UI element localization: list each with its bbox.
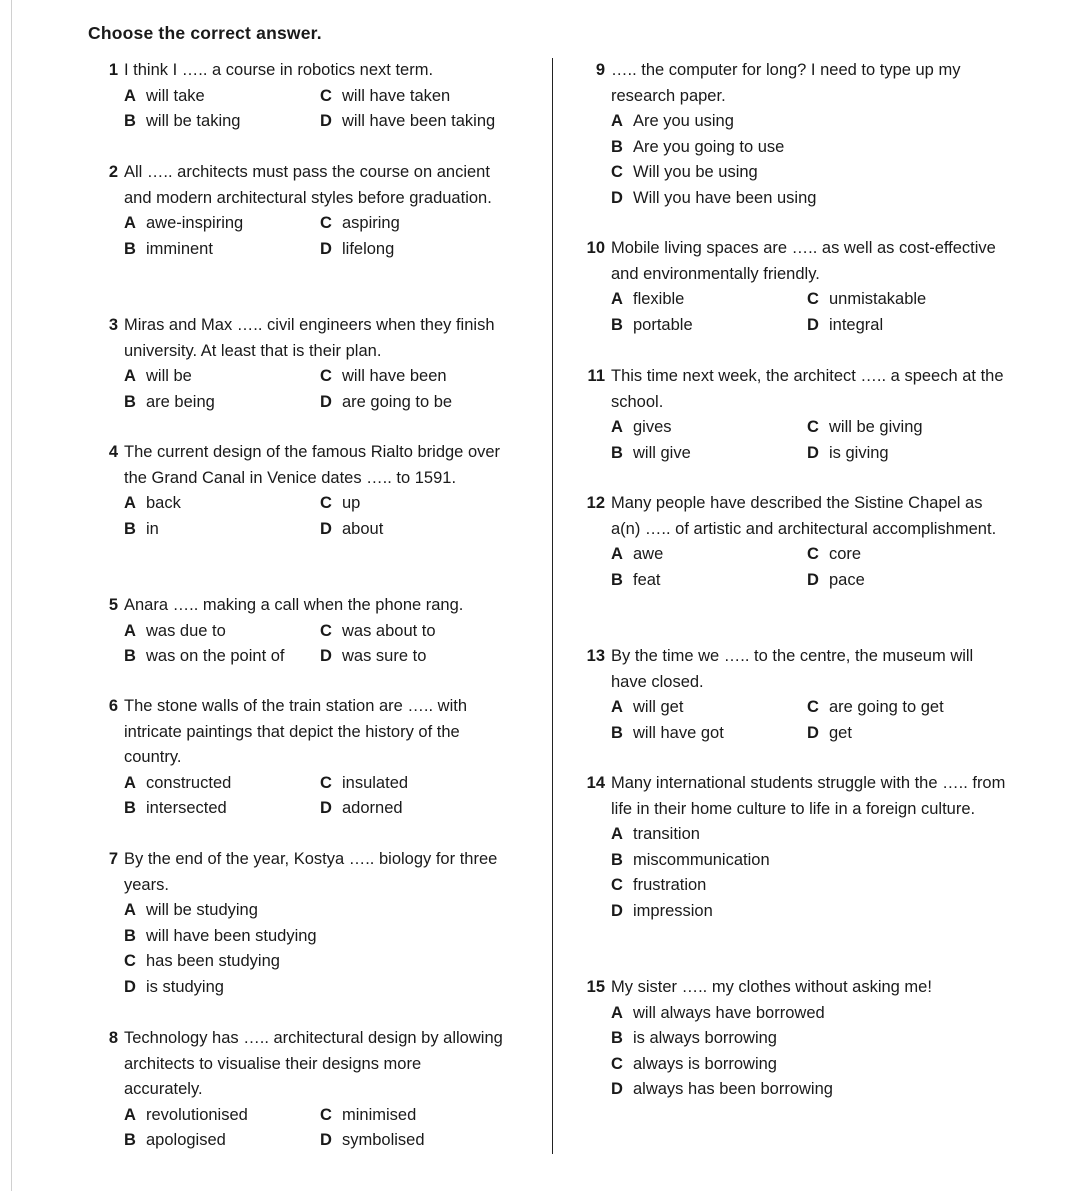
option-text: aspiring	[342, 214, 400, 233]
question-number: 10	[586, 239, 605, 257]
question-stem: The current design of the famous Rialto bridge over the Grand Canal in Venice dates ….. to 1591.	[124, 443, 501, 487]
answer-option-b[interactable]	[611, 1026, 911, 1052]
option-letter: C	[320, 494, 332, 513]
answer-option-a[interactable]	[611, 415, 807, 441]
question-10	[583, 236, 1006, 338]
option-text: are being	[146, 392, 215, 411]
answer-option-a[interactable]	[124, 619, 320, 645]
option-text: symbolised	[342, 1131, 425, 1150]
answer-option-c[interactable]	[320, 1103, 516, 1129]
answer-option-b[interactable]	[611, 441, 807, 467]
question-stem: The stone walls of the train station are ….. with intricate paintings that depict the history of the country.	[124, 697, 467, 767]
option-letter: A	[124, 1105, 136, 1124]
option-text: unmistakable	[829, 290, 927, 309]
option-letter: A	[124, 367, 136, 386]
option-text: is studying	[146, 977, 224, 996]
option-letter: A	[124, 901, 136, 920]
option-text: minimised	[342, 1105, 417, 1124]
option-text: will have been taking	[342, 112, 496, 131]
option-letter: D	[320, 647, 332, 666]
question-stem: By the time we ….. to the centre, the museum will have closed.	[611, 647, 974, 691]
answer-option-b[interactable]	[611, 568, 807, 594]
question-14	[583, 771, 1006, 925]
answer-option-b[interactable]	[611, 848, 911, 874]
option-text: will be taking	[146, 112, 241, 131]
page-title: Choose the correct answer.	[88, 23, 322, 43]
option-text: insulated	[342, 773, 409, 792]
question-8	[96, 1026, 516, 1154]
answer-option-b[interactable]	[124, 237, 320, 263]
answer-option-c[interactable]	[320, 491, 516, 517]
answer-option-c[interactable]	[320, 619, 516, 645]
answer-option-c[interactable]	[807, 542, 1003, 568]
option-letter: A	[124, 621, 136, 640]
answer-option-b[interactable]	[611, 313, 807, 339]
option-text: pace	[829, 570, 865, 589]
answer-options	[124, 619, 516, 670]
option-text: was about to	[342, 621, 436, 640]
answer-option-c[interactable]	[124, 949, 424, 975]
option-text: adorned	[342, 799, 403, 818]
option-text: are going to be	[342, 392, 453, 411]
answer-option-c[interactable]	[807, 287, 1003, 313]
answer-option-d[interactable]	[807, 568, 1003, 594]
answer-options	[124, 364, 516, 415]
option-letter: D	[611, 1080, 623, 1099]
question-15	[583, 975, 1006, 1103]
question-number: 13	[586, 647, 605, 665]
answer-options	[611, 695, 1006, 746]
answer-option-a[interactable]	[611, 542, 807, 568]
answer-options	[611, 287, 1006, 338]
option-text: get	[829, 723, 852, 742]
option-text: up	[342, 494, 361, 513]
option-text: will have been	[342, 367, 447, 386]
answer-option-c[interactable]	[320, 211, 516, 237]
answer-options	[611, 1001, 1006, 1103]
answer-option-d[interactable]	[807, 313, 1003, 339]
answer-options	[611, 415, 1006, 466]
question-number: 2	[108, 163, 118, 181]
answer-options	[611, 822, 1006, 924]
question-number: 14	[586, 774, 605, 792]
option-text: integral	[829, 315, 884, 334]
answer-option-d[interactable]	[320, 644, 516, 670]
option-text: about	[342, 519, 384, 538]
option-letter: B	[124, 112, 136, 131]
answer-options	[124, 1103, 516, 1154]
question-stem: Technology has ….. architectural design by allowing architects to visualise their designs more accurately.	[124, 1029, 503, 1099]
question-13	[583, 644, 1006, 746]
option-text: will be studying	[146, 901, 258, 920]
answer-option-d[interactable]	[320, 237, 516, 263]
option-letter: D	[611, 188, 623, 207]
option-text: Will you have been using	[633, 188, 817, 207]
option-text: has been studying	[146, 952, 280, 971]
option-letter: B	[124, 647, 136, 666]
answer-options	[124, 898, 504, 1000]
option-letter: D	[320, 392, 332, 411]
option-letter: B	[611, 570, 623, 589]
answer-option-b[interactable]	[124, 517, 320, 543]
answer-option-c[interactable]	[807, 415, 1003, 441]
option-text: awe-inspiring	[146, 214, 244, 233]
answer-option-d[interactable]	[807, 441, 1003, 467]
option-letter: C	[611, 876, 623, 895]
option-letter: D	[807, 570, 819, 589]
answer-options	[124, 491, 516, 542]
question-number: 7	[108, 850, 118, 868]
answer-option-b[interactable]	[611, 721, 807, 747]
answer-option-a[interactable]	[124, 771, 320, 797]
answer-option-d[interactable]	[320, 390, 516, 416]
question-number: 5	[108, 596, 118, 614]
option-letter: C	[320, 773, 332, 792]
question-number: 1	[108, 61, 118, 79]
answer-option-a[interactable]	[124, 491, 320, 517]
option-text: will be	[146, 367, 192, 386]
option-text: feat	[633, 570, 661, 589]
answer-option-d[interactable]	[807, 721, 1003, 747]
answer-option-a[interactable]	[124, 211, 320, 237]
question-6	[96, 694, 516, 822]
question-1	[96, 58, 516, 135]
option-text: awe	[633, 545, 664, 564]
option-letter: A	[124, 773, 136, 792]
option-letter: C	[807, 418, 819, 437]
option-text: lifelong	[342, 239, 395, 258]
option-letter: A	[611, 112, 623, 131]
option-letter: B	[611, 137, 623, 156]
option-letter: C	[320, 214, 332, 233]
option-letter: D	[807, 723, 819, 742]
answer-option-b[interactable]	[124, 924, 424, 950]
option-text: Are you going to use	[633, 137, 785, 156]
option-text: will have taken	[342, 86, 451, 105]
answer-options	[611, 542, 1006, 593]
option-letter: A	[124, 214, 136, 233]
option-text: was due to	[146, 621, 226, 640]
option-letter: A	[611, 290, 623, 309]
option-text: flexible	[633, 290, 685, 309]
answer-option-d[interactable]	[611, 899, 911, 925]
option-letter: B	[611, 315, 623, 334]
answer-option-c[interactable]	[807, 695, 1003, 721]
answer-option-b[interactable]	[124, 1128, 320, 1154]
answer-option-d[interactable]	[611, 1077, 911, 1103]
answer-option-d[interactable]	[124, 975, 424, 1001]
option-letter: A	[611, 825, 623, 844]
answer-option-b[interactable]	[124, 796, 320, 822]
option-text: imminent	[146, 239, 213, 258]
question-stem: This time next week, the architect ….. a speech at the school.	[611, 367, 1004, 411]
question-number: 8	[108, 1029, 118, 1047]
answer-option-a[interactable]	[124, 898, 424, 924]
option-text: constructed	[146, 773, 232, 792]
option-text: is always borrowing	[633, 1029, 777, 1048]
answer-options	[611, 109, 1006, 211]
answer-option-d[interactable]	[320, 517, 516, 543]
answer-option-c[interactable]	[611, 1052, 911, 1078]
question-stem: All ….. architects must pass the course on ancient and modern architectural styles before graduation.	[124, 163, 492, 207]
option-text: will have got	[633, 723, 724, 742]
option-letter: D	[320, 519, 332, 538]
option-text: are going to get	[829, 698, 944, 717]
option-letter: A	[124, 86, 136, 105]
option-text: in	[146, 519, 159, 538]
option-text: was on the point of	[146, 647, 285, 666]
answer-option-d[interactable]	[320, 796, 516, 822]
question-4	[96, 440, 516, 542]
question-2	[96, 160, 516, 262]
option-letter: C	[320, 1105, 332, 1124]
answer-option-c[interactable]	[320, 771, 516, 797]
option-letter: D	[807, 315, 819, 334]
answer-option-a[interactable]	[611, 109, 911, 135]
answer-options	[124, 211, 516, 262]
answer-option-a[interactable]	[611, 287, 807, 313]
option-letter: C	[807, 698, 819, 717]
option-text: Will you be using	[633, 163, 758, 182]
option-letter: B	[611, 443, 623, 462]
answer-option-b[interactable]	[124, 109, 320, 135]
option-text: transition	[633, 825, 700, 844]
option-letter: B	[124, 519, 136, 538]
answer-option-b[interactable]	[124, 390, 320, 416]
option-letter: B	[124, 1131, 136, 1150]
option-letter: C	[807, 545, 819, 564]
answer-option-b[interactable]	[611, 135, 911, 161]
option-text: will have been studying	[146, 926, 317, 945]
question-stem: By the end of the year, Kostya ….. biology for three years.	[124, 850, 498, 894]
option-letter: B	[124, 239, 136, 258]
option-text: will give	[633, 443, 691, 462]
answer-option-c[interactable]	[320, 84, 516, 110]
option-text: apologised	[146, 1131, 226, 1150]
question-number: 3	[108, 316, 118, 334]
option-text: will take	[146, 86, 205, 105]
option-letter: D	[320, 112, 332, 131]
question-stem: Miras and Max ….. civil engineers when they finish university. At least that is their plan.	[124, 316, 495, 360]
option-letter: C	[124, 952, 136, 971]
option-letter: B	[124, 799, 136, 818]
option-letter: A	[611, 698, 623, 717]
option-letter: B	[611, 850, 623, 869]
option-letter: A	[124, 494, 136, 513]
option-letter: D	[320, 239, 332, 258]
page-edge-line	[11, 0, 12, 1191]
answer-option-a[interactable]	[611, 1001, 911, 1027]
option-letter: D	[124, 977, 136, 996]
option-text: revolutionised	[146, 1105, 248, 1124]
option-text: miscommunication	[633, 850, 770, 869]
option-letter: B	[124, 926, 136, 945]
question-stem: I think I ….. a course in robotics next term.	[124, 61, 434, 79]
answer-options	[124, 771, 516, 822]
option-text: portable	[633, 315, 693, 334]
option-letter: C	[320, 367, 332, 386]
option-letter: B	[611, 1029, 623, 1048]
option-letter: C	[611, 1054, 623, 1073]
answer-options	[124, 84, 516, 135]
answer-option-a[interactable]	[124, 84, 320, 110]
option-text: will get	[633, 698, 684, 717]
question-number: 15	[586, 978, 605, 996]
question-stem: ….. the computer for long? I need to type up my research paper.	[611, 61, 961, 105]
option-text: will always have borrowed	[633, 1003, 825, 1022]
question-number: 11	[587, 367, 605, 385]
answer-option-c[interactable]	[611, 160, 911, 186]
question-number: 9	[595, 61, 605, 79]
option-text: core	[829, 545, 862, 564]
option-letter: B	[124, 392, 136, 411]
option-letter: A	[611, 545, 623, 564]
option-letter: D	[320, 799, 332, 818]
option-letter: C	[320, 86, 332, 105]
question-number: 6	[108, 697, 118, 715]
column-divider	[552, 58, 553, 1154]
option-letter: A	[611, 418, 623, 437]
question-12	[583, 491, 1006, 593]
option-text: will be giving	[829, 418, 923, 437]
question-stem: Anara ….. making a call when the phone rang.	[124, 596, 464, 614]
option-text: always has been borrowing	[633, 1080, 833, 1099]
option-text: frustration	[633, 876, 707, 895]
option-letter: D	[807, 443, 819, 462]
option-text: was sure to	[342, 647, 427, 666]
answer-option-d[interactable]	[320, 109, 516, 135]
answer-option-d[interactable]	[611, 186, 911, 212]
option-text: back	[146, 494, 181, 513]
option-text: is giving	[829, 443, 889, 462]
answer-option-b[interactable]	[124, 644, 320, 670]
question-stem: Many people have described the Sistine Chapel as a(n) ….. of artistic and architectural accomplishment.	[611, 494, 997, 538]
option-text: impression	[633, 901, 713, 920]
option-letter: D	[320, 1131, 332, 1150]
option-letter: D	[611, 901, 623, 920]
question-stem: My sister ….. my clothes without asking me!	[611, 978, 932, 996]
option-text: always is borrowing	[633, 1054, 777, 1073]
answer-option-a[interactable]	[611, 822, 911, 848]
question-11	[583, 364, 1006, 466]
option-letter: A	[611, 1003, 623, 1022]
option-text: gives	[633, 418, 672, 437]
option-text: intersected	[146, 799, 227, 818]
answer-option-a[interactable]	[611, 695, 807, 721]
question-5	[96, 593, 516, 670]
option-letter: C	[807, 290, 819, 309]
question-number: 12	[586, 494, 605, 512]
option-text: Are you using	[633, 112, 734, 131]
question-number: 4	[108, 443, 118, 461]
answer-option-a[interactable]	[124, 364, 320, 390]
option-letter: C	[611, 163, 623, 182]
question-stem: Many international students struggle with the ….. from life in their home culture to life in a foreign culture.	[611, 774, 1006, 818]
answer-option-c[interactable]	[320, 364, 516, 390]
option-letter: B	[611, 723, 623, 742]
question-7	[96, 847, 504, 1001]
answer-option-a[interactable]	[124, 1103, 320, 1129]
question-stem: Mobile living spaces are ….. as well as cost-effective and environmentally friendly.	[611, 239, 996, 283]
question-3	[96, 313, 516, 415]
option-letter: C	[320, 621, 332, 640]
answer-option-c[interactable]	[611, 873, 911, 899]
question-9	[583, 58, 1006, 212]
answer-option-d[interactable]	[320, 1128, 516, 1154]
